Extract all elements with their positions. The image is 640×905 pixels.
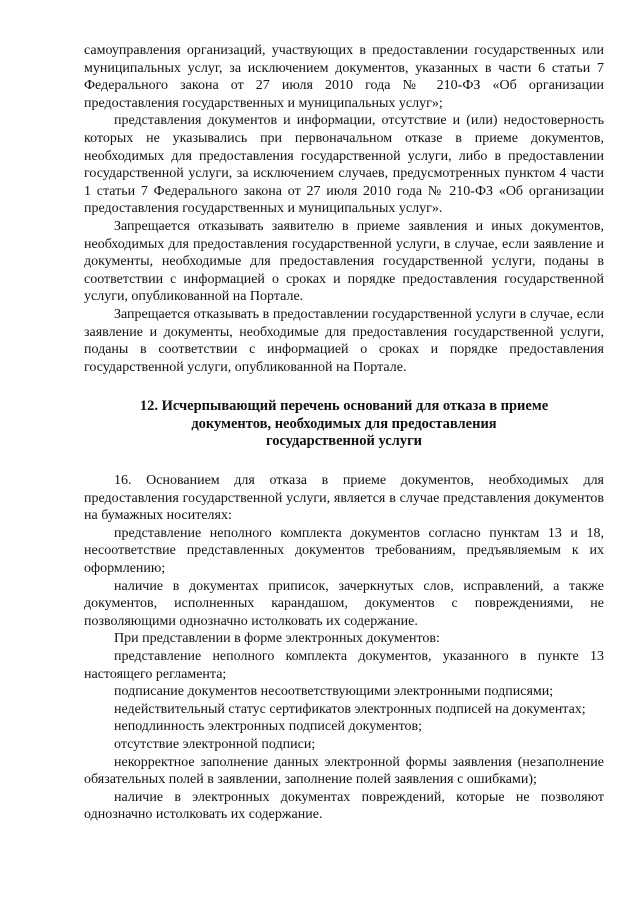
paragraph: 16. Основанием для отказа в приеме документов, необходимых для предоставления государственной услуги, является в случае представления документов на бумажных носителях: — [84, 473, 604, 524]
paragraph: Запрещается отказывать заявителю в приеме заявления и иных документов, необходимых для предоставления государственной услуги, в случае, если заявление и документы, необходимые для предоставления государственной услуги, поданы в соответствии с информацией о сроках и порядке предоставления государственной услуги, опубликованной на Портале. — [84, 218, 604, 305]
paragraph: Запрещается отказывать в предоставлении государственной услуги в случае, если заявление и документы, необходимые для предоставления государственной услуги, поданы в соответствии с информацией о сроках и порядке предоставления государственной услуги, опубликованной на Портале. — [84, 306, 604, 375]
section-heading — [84, 398, 604, 451]
document-body — [84, 42, 604, 824]
paragraph-continuation: самоуправления организаций, участвующих в предоставлении государственных или муниципальных услуг, за исключением документов, указанных в части 6 статьи 7 Федерального закона от 27 июля 2010 года № 210-ФЗ «Об организации предоставления государственных и муниципальных услуг»; — [84, 43, 604, 111]
section-heading-line: 12. Исчерпывающий перечень оснований для отказа в приеме — [139, 398, 549, 415]
list-item: неподлинность электронных подписей документов; — [114, 719, 423, 735]
list-item: подписание документов несоответствующими электронными подписями; — [114, 684, 554, 700]
list-item: наличие в документах приписок, зачеркнутых слов, исправлений, а также документов, исполненных карандашом, документов с повреждениями, не позволяющими однозначно истолковать их содержание. — [84, 578, 604, 629]
list-item: наличие в электронных документах повреждений, которые не позволяют однозначно истолковать их содержание. — [84, 789, 604, 823]
list-item: некорректное заполнение данных электронной формы заявления (незаполнение обязательных полей в заявлении, заполнение полей заявления с ошибками); — [84, 754, 604, 788]
list-item: представление неполного комплекта документов согласно пунктам 13 и 18, несоответствие представленных документов требованиям, предъявляемым к их оформлению; — [84, 525, 604, 577]
list-item: представление неполного комплекта документов, указанного в пункте 13 настоящего регламента; — [84, 649, 604, 682]
list-item: отсутствие электронной подписи; — [114, 736, 316, 752]
paragraph: представления документов и информации, отсутствие и (или) недостоверность которых не указывались при первоначальном отказе в приеме документов, необходимых для предоставления государственной услуги, либо в предоставлении государственной услуги, за исключением случаев, предусмотренных пунктом 4 части 1 статьи 7 Федерального закона от 27 июля 2010 года № 210-ФЗ «Об организации предоставления государственных и муниципальных услуг». — [84, 113, 604, 217]
paragraph: При представлении в форме электронных документов: — [114, 631, 440, 647]
section-heading-line: государственной услуги — [265, 433, 423, 450]
section-heading-line: документов, необходимых для предоставления — [191, 415, 497, 432]
list-item: недействительный статус сертификатов электронных подписей на документах; — [114, 701, 586, 717]
